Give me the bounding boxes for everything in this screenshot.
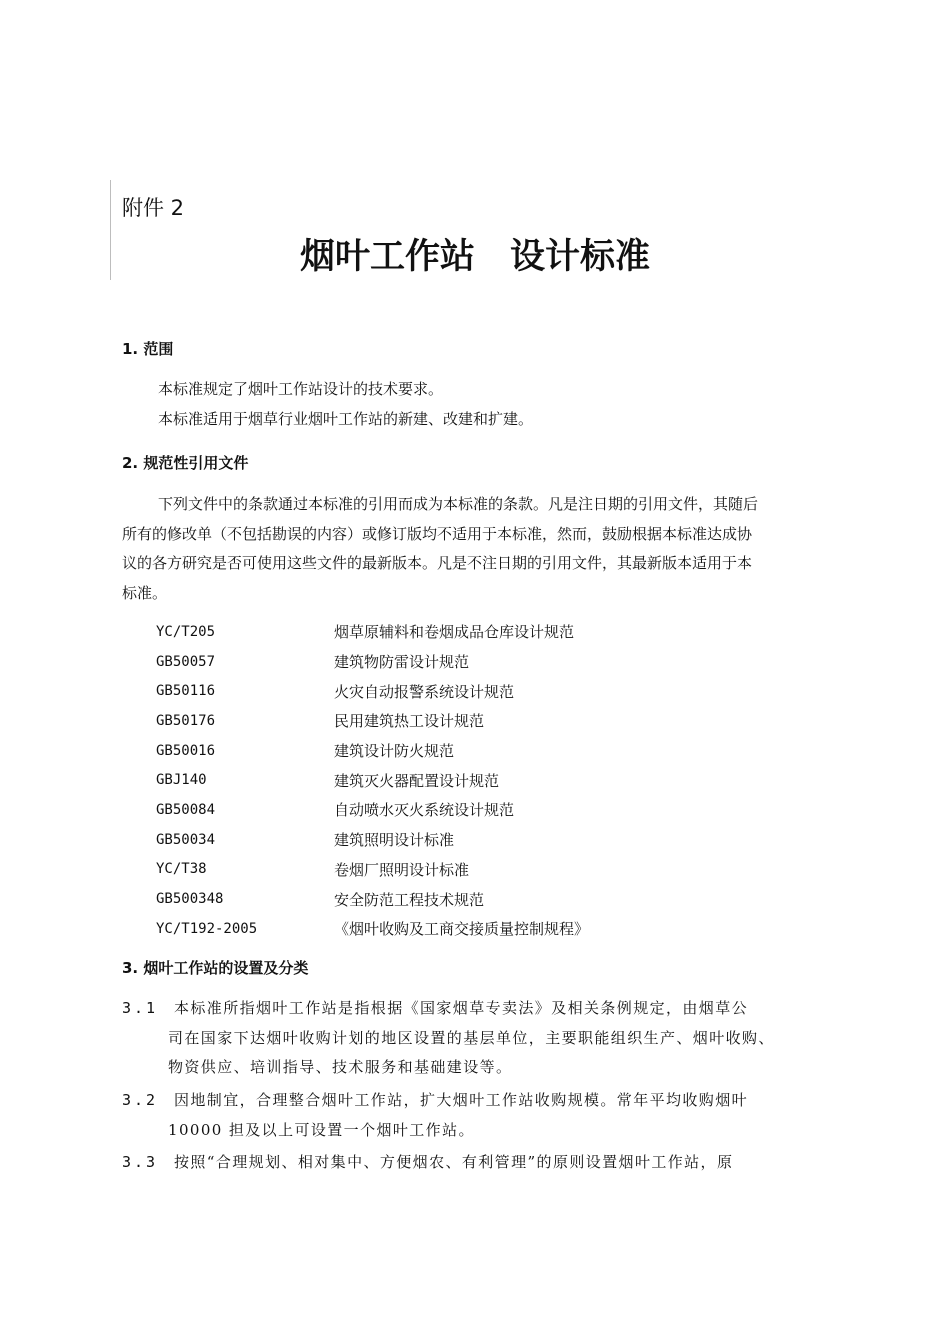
section-1-heading: 1. 范围	[122, 340, 174, 358]
reference-code: GB500348	[156, 891, 224, 908]
clause-3-3	[122, 1148, 733, 1178]
reference-code: YC/T205	[156, 623, 216, 640]
reference-row	[156, 884, 589, 914]
section-2-intro-line: 所有的修改单（不包括勘误的内容）或修订版均不适用于本标准，然而，鼓励根据本标准达成协	[122, 524, 753, 543]
reference-code: YC/T192-2005	[156, 920, 258, 937]
reference-name: 民用建筑热工设计规范	[334, 712, 485, 731]
reference-code: GB50016	[156, 742, 216, 759]
reference-name: 安全防范工程技术规范	[334, 890, 485, 909]
reference-row	[156, 795, 589, 825]
reference-code: GB50176	[156, 712, 216, 729]
section-2-intro-line: 下列文件中的条款通过本标准的引用而成为本标准的条款。凡是注日期的引用文件，其随后	[158, 495, 759, 513]
clause-number: 3.3	[122, 1153, 159, 1171]
clause-line: 因地制宜，合理整合烟叶工作站，扩大烟叶工作站收购规模。常年平均收购烟叶	[174, 1091, 749, 1109]
reference-name: 卷烟厂照明设计标准	[334, 860, 470, 879]
reference-name: 建筑灭火器配置设计规范	[334, 771, 500, 790]
reference-name: 《烟叶收购及工商交接质量控制规程》	[334, 920, 590, 939]
reference-row	[156, 855, 589, 885]
reference-row	[156, 825, 589, 855]
reference-list	[156, 617, 589, 944]
clause-line: 按照“合理规划、相对集中、方便烟农、有利管理”的原则设置烟叶工作站，原	[174, 1153, 734, 1171]
reference-name: 火灾自动报警系统设计规范	[334, 682, 515, 701]
reference-code: GB50034	[156, 831, 216, 848]
section-3-heading: 3. 烟叶工作站的设置及分类	[122, 959, 309, 977]
clause-number: 3.2	[122, 1091, 159, 1109]
clause-line: 本标准所指烟叶工作站是指根据《国家烟草专卖法》及相关条例规定，由烟草公	[174, 999, 749, 1017]
reference-name: 建筑照明设计标准	[334, 831, 455, 850]
clause-number: 3.1	[122, 999, 159, 1017]
reference-row	[156, 914, 589, 944]
reference-name: 自动喷水灭火系统设计规范	[334, 801, 515, 820]
reference-name: 建筑设计防火规范	[334, 742, 455, 761]
reference-code: GBJ140	[156, 772, 207, 789]
reference-code: GB50084	[156, 801, 216, 818]
clause-line: 司在国家下达烟叶收购计划的地区设置的基层单位，主要职能组织生产、烟叶收购、	[168, 1028, 775, 1047]
reference-row	[156, 706, 589, 736]
clause-3-2	[122, 1086, 748, 1145]
clause-3-1	[122, 994, 775, 1083]
section-2-heading: 2. 规范性引用文件	[122, 454, 249, 472]
reference-code: GB50057	[156, 653, 216, 670]
section-1-line-2: 本标准适用于烟草行业烟叶工作站的新建、改建和扩建。	[158, 410, 534, 428]
section-2-intro-line: 标准。	[122, 583, 168, 602]
reference-row	[156, 617, 589, 647]
attachment-label: 附件 2	[122, 196, 185, 220]
reference-row	[156, 676, 589, 706]
section-1-line-1: 本标准规定了烟叶工作站设计的技术要求。	[158, 380, 444, 398]
reference-row	[156, 736, 589, 766]
document-title: 烟叶工作站 设计标准	[299, 237, 650, 277]
reference-name: 烟草原辅料和卷烟成品仓库设计规范	[334, 623, 575, 642]
reference-code: GB50116	[156, 683, 216, 700]
clause-line: 10000 担及以上可设置一个烟叶工作站。	[168, 1120, 475, 1139]
reference-row	[156, 647, 589, 677]
reference-code: YC/T38	[156, 861, 207, 878]
section-2-intro	[122, 490, 832, 608]
reference-row	[156, 765, 589, 795]
reference-name: 建筑物防雷设计规范	[334, 653, 470, 672]
clause-line: 物资供应、培训指导、技术服务和基础建设等。	[168, 1058, 513, 1076]
section-2-intro-line: 议的各方研究是否可使用这些文件的最新版本。凡是不注日期的引用文件，其最新版本适用于本	[122, 554, 753, 572]
